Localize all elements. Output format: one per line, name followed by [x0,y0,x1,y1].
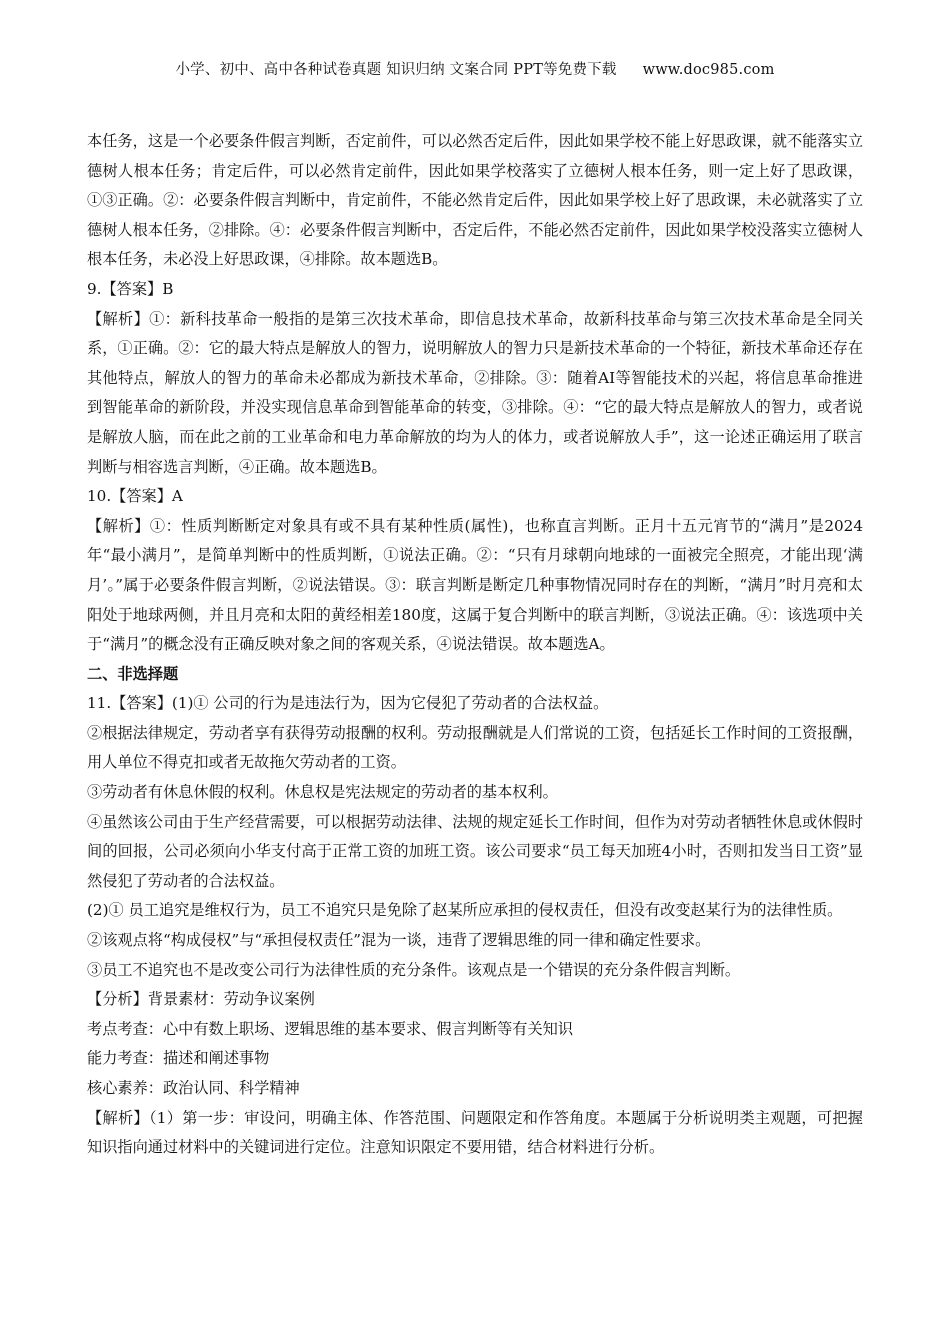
paragraph: ③员工不追究也不是改变公司行为法律性质的充分条件。该观点是一个错误的充分条件假言判断。 [87,960,741,979]
answer-line: 9.【答案】B [87,279,174,298]
section-heading: 二、非选择题 [87,664,179,683]
answer-line: 10.【答案】A [87,487,183,506]
page-header [0,58,950,79]
header-text: 小学、初中、高中各种试卷真题 知识归纳 文案合同 PPT等免费下载 [175,62,617,78]
paragraph: ②根据法律规定，劳动者享有获得劳动报酬的权利。劳动报酬就是人们常说的工资，包括延长工作时间的工资报酬，用人单位不得克扣或者无故拖欠劳动者的工资。 [87,723,863,772]
paragraph: (2)① 员工追究是维权行为，员工不追究只是免除了赵某所应承担的侵权责任，但没有改变赵某行为的法律性质。 [87,901,843,920]
paragraph: 【解析】①：性质判断断定对象具有或不具有某种性质(属性)，也称直言判断。正月十五元宵节的“满月”是2024年“最小满月”，是简单判断中的性质判断，①说法正确。②：“只有月球朝向地球的一面被完全照亮，才能出现‘满月’。”属于必要条件假言判断，②说法错误。③：联言判断是断定几种事物情况同时存在的判断，“满月”时月亮和太阳处于地球两侧，并且月亮和太阳的黄经相差180度，这属于复合判断中的联言判断，③说法正确。④：该选项中关于“满月”的概念没有正确反映对象之间的客观关系，④说法错误。故本题选A。 [87,516,863,654]
paragraph: ②该观点将“构成侵权”与“承担侵权责任”混为一谈，违背了逻辑思维的同一律和确定性要求。 [87,931,711,950]
paragraph: 【解析】（1）第一步：审设问，明确主体、作答范围、问题限定和作答角度。本题属于分析说明类主观题，可把握知识指向通过材料中的关键词进行定位。注意知识限定不要用错，结合材料进行分析。 [87,1108,863,1157]
paragraph: ④虽然该公司由于生产经营需要，可以根据劳动法律、法规的规定延长工作时间，但作为对劳动者牺牲休息或休假时间的回报，公司必须向小华支付高于正常工资的加班工资。该公司要求“员工每天加班4小时，否则扣发当日工资”显然侵犯了劳动者的合法权益。 [87,812,863,890]
paragraph: ③劳动者有休息休假的权利。休息权是宪法规定的劳动者的基本权利。 [87,783,558,802]
paragraph: 【分析】背景素材：劳动争议案例 [87,990,315,1009]
document-body [87,127,863,1163]
paragraph: 核心素养：政治认同、科学精神 [87,1079,300,1097]
header-url[interactable]: www.doc985.com [642,62,775,78]
answer-line: 11.【答案】(1)① 公司的行为是违法行为，因为它侵犯了劳动者的合法权益。 [87,694,609,713]
paragraph: 本任务，这是一个必要条件假言判断，否定前件，可以必然否定后件，因此如果学校不能上好思政课，就不能落实立德树人根本任务；肯定后件，可以必然肯定前件，因此如果学校落实了立德树人根本任务，则一定上好了思政课，①③正确。②：必要条件假言判断中，肯定前件，不能必然肯定后件，因此如果学校上好了思政课，未必就落实了立德树人根本任务，②排除。④：必要条件假言判断中，否定后件，不能必然否定前件，因此如果学校没落实立德树人根本任务，未必没上好思政课，④排除。故本题选B。 [87,132,863,269]
paragraph: 【解析】①：新科技革命一般指的是第三次技术革命，即信息技术革命，故新科技革命与第三次技术革命是全同关系，①正确。②：它的最大特点是解放人的智力，说明解放人的智力只是新技术革命的一个特征，新技术革命还存在其他特点，解放人的智力的革命未必都成为新技术革命，②排除。③：随着AI等智能技术的兴起，将信息革命推进到智能革命的新阶段，并没实现信息革命到智能革命的转变，③排除。④：“它的最大特点是解放人的智力，或者说是解放人脑，而在此之前的工业革命和电力革命解放的均为人的体力，或者说解放人手”，这一论述正确运用了联言判断与相容选言判断，④正确。故本题选B。 [87,309,863,476]
paragraph: 能力考查：描述和阐述事物 [87,1049,270,1068]
paragraph: 考点考查：心中有数上职场、逻辑思维的基本要求、假言判断等有关知识 [87,1019,573,1038]
